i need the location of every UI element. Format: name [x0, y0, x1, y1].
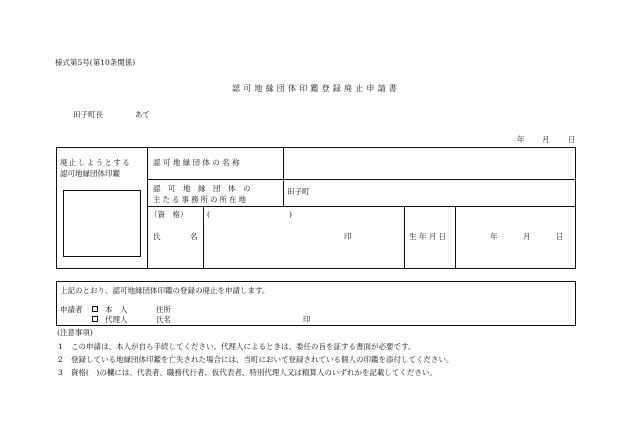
representative-seal-mark: 印	[344, 232, 352, 241]
note-1-number: 1	[58, 342, 63, 351]
note-2-number: 2	[58, 355, 63, 364]
date-year-label: 年	[517, 135, 525, 144]
note-3-text: 資格( )の欄には、代表者、職務代行者、仮代表者、特別代理人又は精算人のいずれかを記載してください。	[71, 368, 437, 377]
association-name-value[interactable]	[287, 152, 571, 176]
addressee-suffix: あて	[135, 110, 150, 119]
application-statement: 上記のとおり、認可地縁団体印鑑の登録の廃止を申請します。	[60, 286, 270, 295]
dob-day-label: 日	[556, 232, 564, 241]
applicant-name-label: 氏名	[156, 315, 171, 324]
office-address-value: 田子町	[287, 187, 310, 196]
date-month-label: 月	[542, 135, 550, 144]
document-title: 認可地縁団体印鑑登録廃止申請書	[232, 84, 400, 93]
applicant-address-label: 住所	[156, 305, 171, 314]
dob-year-label: 年	[490, 232, 498, 241]
note-1-text: この申請は、本人が自ら手続してください。代理人によるときは、委任の旨を証する書面が必要です。	[71, 342, 416, 351]
seal-to-abolish-label-line2: 認可地縁団体印鑑	[60, 169, 120, 178]
form-reference: 様式第5号(第10条関係)	[55, 58, 136, 67]
date-of-birth-label: 生 年 月 日	[409, 232, 447, 241]
applicant-seal-mark: 印	[303, 315, 311, 324]
association-name-label: 認 可 地 縁 団 体 の 名 称	[153, 158, 240, 167]
dob-month-label: 月	[523, 232, 531, 241]
date-day-label: 日	[568, 135, 576, 144]
seal-impression-box	[63, 190, 141, 257]
self-checkbox[interactable]	[92, 306, 98, 312]
qualification-close-paren: )	[289, 210, 292, 219]
office-address-label-line1: 認 可 地 縁 団 体 の	[153, 184, 251, 193]
office-address-label-line2: 主たる事務所の所在地	[153, 195, 248, 204]
agent-option-label: 代理人	[105, 315, 128, 324]
seal-to-abolish-label-line1: 廃止しようとする	[60, 158, 132, 167]
addressee: 田子町長	[73, 110, 103, 119]
note-3-number: 3	[58, 368, 63, 377]
notes-heading: (注意事項)	[57, 328, 93, 337]
self-option-label: 本 人	[105, 305, 128, 314]
applicant-label: 申請者	[60, 305, 83, 314]
agent-checkbox[interactable]	[92, 316, 98, 322]
representative-name-label-1: 氏	[153, 232, 161, 241]
note-2-text: 登録している地縁団体印鑑を亡失された場合には、当町において登録されている個人の印鑑を添付してください。	[71, 355, 454, 364]
qualification-open-paren: (	[207, 210, 210, 219]
representative-name-label-2: 名	[190, 232, 198, 241]
qualification-label: （資 格）	[150, 210, 188, 219]
